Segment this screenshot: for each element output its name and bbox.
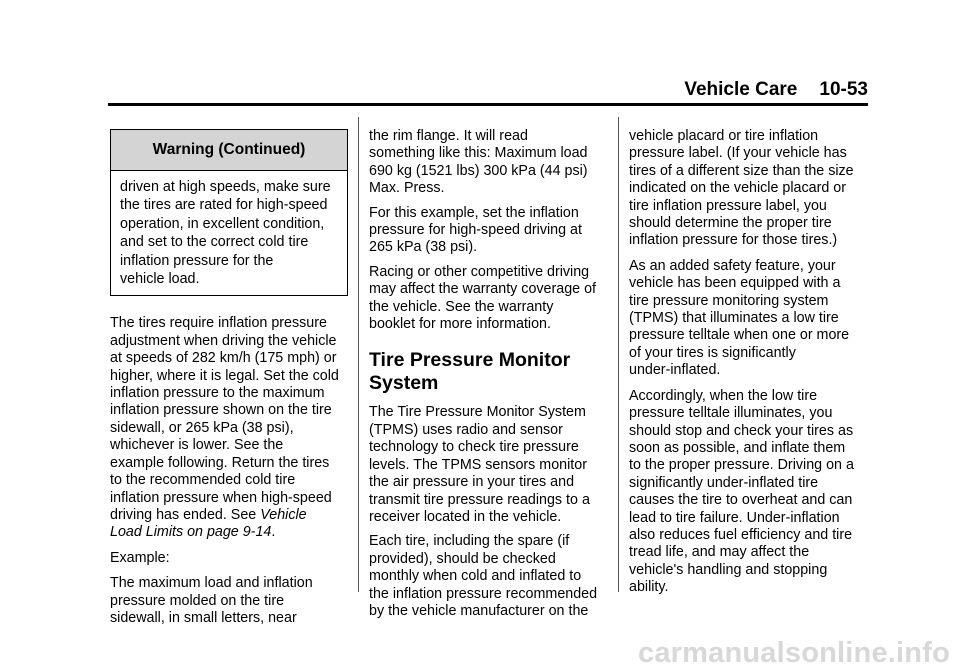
text-line: technology to check tire pressure (369, 439, 579, 456)
heading-line: Tire Pressure Monitor (369, 349, 571, 372)
text-line: (TPMS) that illuminates a low tire (629, 310, 839, 327)
paragraph-each-tire (369, 533, 609, 620)
warning-box (110, 129, 348, 296)
text-line: indicated on the vehicle placard or (629, 180, 846, 197)
text-line: causes the tire to overheat and can (629, 492, 853, 509)
text-line: of your tires is significantly (629, 344, 796, 361)
text-line: higher, where it is legal. Set the cold (110, 367, 339, 384)
text-line: may affect the warranty coverage of (369, 281, 597, 298)
text-line: should determine the proper tire (629, 215, 832, 232)
text-line: Racing or other competitive driving (369, 263, 590, 280)
text-line: pressure label. (If your vehicle has (629, 145, 847, 162)
text-line (110, 524, 350, 541)
text-line: the vehicle. See the warranty (369, 298, 554, 315)
text-line: the air pressure in your tires and (369, 474, 575, 491)
vehicle-load-limits-link[interactable]: Vehicle (260, 506, 307, 523)
text-line: inflation pressure shown on the tire (110, 402, 332, 419)
text-line: tire pressure monitoring system (629, 292, 829, 309)
text-line: inflation pressure when high-speed (110, 489, 332, 506)
text-line: something like this: Maximum load (369, 145, 588, 162)
warning-line: driven at high speeds, make sure (120, 179, 331, 195)
text-line: provided), should be checked (369, 550, 556, 567)
text-line: also reduces fuel efficiency and tire (629, 526, 853, 543)
watermark: carmanualsonline.info (638, 637, 950, 669)
warning-line: the tires are rated for high-speed (120, 197, 328, 214)
example-label: Example: (110, 549, 170, 566)
section-heading-tpms (369, 349, 609, 395)
text-line: under-inflated. (629, 362, 721, 379)
text-line (110, 507, 350, 524)
column-divider-1 (358, 117, 359, 592)
text-line: inflation pressure to the maximum (110, 385, 325, 402)
warning-line: and set to the correct cold tire (120, 234, 309, 251)
text-line: vehicle's handling and stopping (629, 561, 828, 578)
text-line: vehicle placard or tire inflation (629, 128, 819, 144)
text-line: receiver located in the vehicle. (369, 508, 562, 525)
text-line: sidewall, in small letters, near (110, 609, 297, 626)
text-line: whichever is lower. See the (110, 437, 284, 454)
text-line: significantly under-inflated tire (629, 474, 819, 491)
text-line: (TPMS) uses radio and sensor (369, 421, 563, 438)
text-line: Each tire, including the spare (if (369, 533, 570, 550)
column-1 (110, 128, 350, 635)
paragraph-safety-feature (629, 258, 869, 380)
warning-title: Warning (Continued) (111, 130, 347, 171)
page-header (0, 79, 868, 101)
text-line: adjustment when driving the vehicle (110, 332, 337, 349)
warning-body (111, 171, 347, 295)
period: . (271, 524, 276, 541)
text-line: pressure molded on the tire (110, 592, 285, 609)
text-line: For this example, set the inflation (369, 204, 579, 221)
text-line: As an added safety feature, your (629, 257, 836, 274)
text-line: lead to tire failure. Under-inflation (629, 509, 840, 526)
text-line: pressure telltale illuminates, you (629, 405, 833, 422)
text-line: 265 kPa (38 psi). (369, 239, 478, 256)
text-line: tread life, and may affect the (629, 544, 810, 561)
header-rule (108, 103, 868, 106)
text-line: tires of a different size than the size (629, 162, 854, 179)
text-line: The tires require inflation pressure (110, 315, 327, 332)
text-line: to the proper pressure. Driving on a (629, 457, 854, 474)
text-line: the rim flange. It will read (369, 128, 528, 144)
text-line: inflation pressure for those tires.) (629, 232, 838, 249)
text-line: ability. (629, 579, 669, 596)
text-line: The Tire Pressure Monitor System (369, 404, 586, 421)
paragraph-example-setting (369, 205, 609, 257)
column-divider-2 (618, 117, 619, 592)
paragraph-telltale (629, 388, 869, 597)
text-line: 690 kg (1521 lbs) 300 kPa (44 psi) (369, 162, 588, 179)
paragraph-placard (629, 128, 869, 250)
text-line: pressure telltale when one or more (629, 327, 850, 344)
vehicle-load-limits-link-cont[interactable]: Load Limits on page 9-14 (110, 524, 272, 541)
text-line: transmit tire pressure readings to a (369, 491, 590, 508)
text-line: pressure for high-speed driving at (369, 222, 582, 239)
paragraph-rim-flange (369, 128, 609, 198)
warning-line: vehicle load. (120, 271, 200, 288)
column-2 (369, 128, 609, 627)
column-3 (629, 128, 869, 605)
heading-line: System (369, 372, 439, 395)
text-line: Max. Press. (369, 180, 445, 197)
text-line: vehicle has been equipped with a (629, 275, 841, 292)
text-line: soon as possible, and inflate them (629, 439, 846, 456)
paragraph-tpms-intro (369, 404, 609, 526)
paragraph-racing (369, 264, 609, 334)
text-line: at speeds of 282 km/h (175 mph) or (110, 350, 337, 367)
text-line: should stop and check your tires as (629, 422, 854, 439)
warning-line: operation, in excellent condition, (120, 215, 325, 232)
paragraph-maximum-load (110, 575, 350, 627)
text-line: sidewall, or 265 kPa (38 psi), (110, 419, 294, 436)
text-line: tire inflation pressure label, you (629, 197, 827, 214)
text-line: the inflation pressure recommended (369, 585, 598, 602)
page-number: 10-53 (819, 79, 868, 100)
text-line: to the recommended cold tire (110, 472, 296, 489)
text-line: The maximum load and inflation (110, 575, 313, 592)
see-prefix: driving has ended. See (110, 506, 261, 523)
paragraph-high-speed (110, 315, 350, 541)
text-line: monthly when cold and inflated to (369, 568, 582, 585)
section-title: Vehicle Care (684, 79, 798, 100)
text-line: example following. Return the tires (110, 454, 330, 471)
text-line: Accordingly, when the low tire (629, 387, 818, 404)
text-line: by the vehicle manufacturer on the (369, 602, 589, 619)
text-line: booklet for more information. (369, 316, 551, 333)
text-line: levels. The TPMS sensors monitor (369, 456, 587, 473)
warning-line: inflation pressure for the (120, 252, 274, 269)
